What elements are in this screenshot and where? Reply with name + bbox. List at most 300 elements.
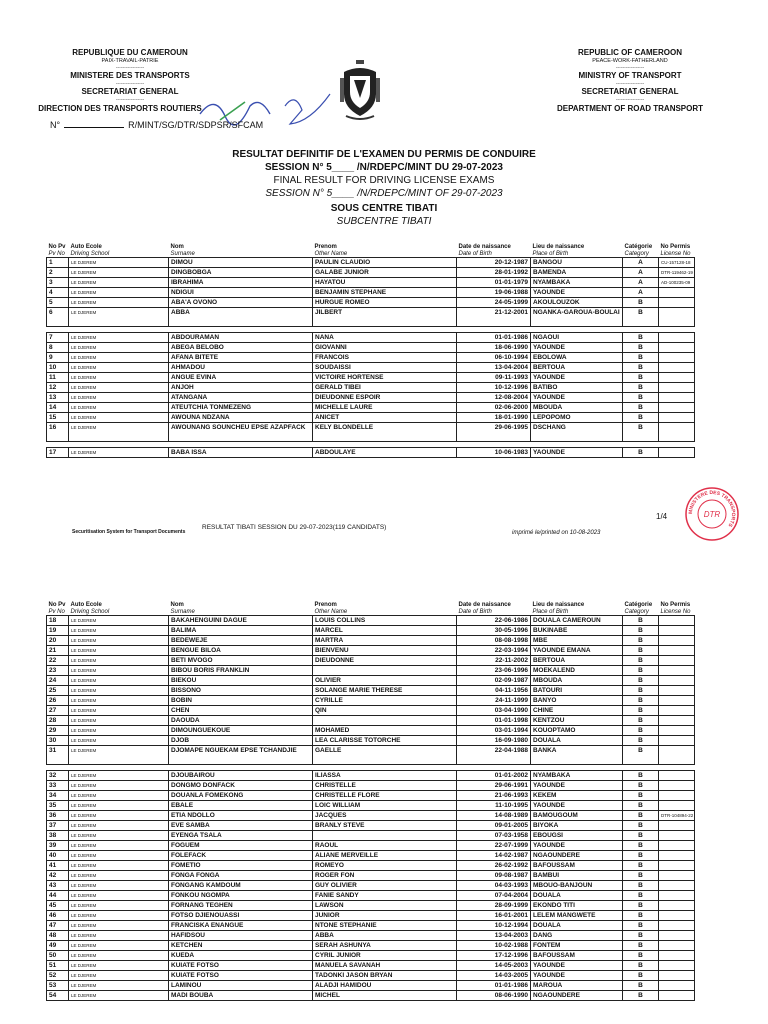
table-row <box>47 706 695 716</box>
column-header: Catégorie Category <box>624 602 653 615</box>
license-number <box>659 831 695 841</box>
category: B <box>623 821 659 831</box>
pv-number: 5 <box>47 298 69 308</box>
other-name: ALIANE MERVEILLE <box>313 851 457 861</box>
divider: ----------------- <box>615 64 645 71</box>
other-name: SOUDAISSI <box>313 363 457 373</box>
category: B <box>623 676 659 686</box>
pv-number: 38 <box>47 831 69 841</box>
column-header: Date de naissance Date of Birth <box>458 244 511 257</box>
category: B <box>623 921 659 931</box>
category: A <box>623 288 659 298</box>
surname: BISSONO <box>169 686 313 696</box>
category: B <box>623 636 659 646</box>
license-number <box>659 656 695 666</box>
license-number <box>659 851 695 861</box>
category: B <box>623 811 659 821</box>
other-name: GAELLE <box>313 746 457 765</box>
pv-number: 9 <box>47 353 69 363</box>
table-row <box>47 646 695 656</box>
date-of-birth: 14-08-1989 <box>457 811 531 821</box>
other-name: GALABE JUNIOR <box>313 268 457 278</box>
license-number <box>659 981 695 991</box>
date-of-birth: 22-07-1999 <box>457 841 531 851</box>
other-name: VICTOIRE HORTENSE <box>313 373 457 383</box>
other-name: ROGER FON <box>313 871 457 881</box>
driving-school: LE DJEREM <box>69 801 169 811</box>
surname: FONGANG KAMDOUM <box>169 881 313 891</box>
column-header: Nom Surname <box>170 244 195 257</box>
pv-number: 39 <box>47 841 69 851</box>
pv-number: 34 <box>47 791 69 801</box>
date-of-birth: 22-04-1988 <box>457 746 531 765</box>
driving-school: LE DJEREM <box>69 393 169 403</box>
other-name: JACQUES <box>313 811 457 821</box>
other-name: NTONE STEPHANIE <box>313 921 457 931</box>
driving-school: LE DJEREM <box>69 861 169 871</box>
license-number <box>659 941 695 951</box>
table-row <box>47 258 695 268</box>
surname: BENGUE BILOA <box>169 646 313 656</box>
table-row <box>47 746 695 765</box>
stamp-ring-text: MINISTERE DES TRANSPORTS <box>687 489 737 528</box>
other-name: OLIVIER <box>313 676 457 686</box>
place-of-birth: KEKEM <box>531 791 623 801</box>
category: B <box>623 771 659 781</box>
pv-number: 26 <box>47 696 69 706</box>
license-number <box>659 646 695 656</box>
place-of-birth: MOEKALEND <box>531 666 623 676</box>
place-of-birth: BERTOUA <box>531 656 623 666</box>
date-of-birth: 03-04-1990 <box>457 706 531 716</box>
category: B <box>623 851 659 861</box>
surname: DIMOU <box>169 258 313 268</box>
date-of-birth: 10-12-1996 <box>457 383 531 393</box>
driving-school: LE DJEREM <box>69 656 169 666</box>
date-of-birth: 22-06-1986 <box>457 616 531 626</box>
table-row <box>47 278 695 288</box>
driving-school: LE DJEREM <box>69 811 169 821</box>
stamp-center-text: DTR <box>703 510 721 519</box>
category: B <box>623 298 659 308</box>
pv-number: 37 <box>47 821 69 831</box>
license-number <box>659 716 695 726</box>
other-name: MICHELLE LAURE <box>313 403 457 413</box>
pv-number: 2 <box>47 268 69 278</box>
date-of-birth: 13-04-2004 <box>457 363 531 373</box>
other-name: ALADJI HAMIDOU <box>313 981 457 991</box>
driving-school: LE DJEREM <box>69 726 169 736</box>
table-row <box>47 393 695 403</box>
table-row <box>47 343 695 353</box>
license-number <box>659 791 695 801</box>
pv-number: 30 <box>47 736 69 746</box>
place-of-birth: BATIBO <box>531 383 623 393</box>
other-name: JUNIOR <box>313 911 457 921</box>
license-number <box>659 333 695 343</box>
license-number <box>659 616 695 626</box>
table-row <box>47 353 695 363</box>
category: B <box>623 666 659 676</box>
place-of-birth: YAOUNDE <box>531 801 623 811</box>
license-number <box>659 841 695 851</box>
pv-number: 14 <box>47 403 69 413</box>
pv-number: 6 <box>47 308 69 327</box>
column-header: Auto Ecole Driving School <box>70 602 110 615</box>
place-of-birth: NGAOUNDERE <box>531 991 623 1001</box>
surname: ETIA NDOLLO <box>169 811 313 821</box>
pv-number: 1 <box>47 258 69 268</box>
pv-number: 7 <box>47 333 69 343</box>
table-row <box>47 373 695 383</box>
category: B <box>623 961 659 971</box>
surname: KUIATE FOTSO <box>169 971 313 981</box>
other-name: BRANLY STEVE <box>313 821 457 831</box>
category: A <box>623 268 659 278</box>
other-name: GERALD TIBEI <box>313 383 457 393</box>
pv-number: 4 <box>47 288 69 298</box>
date-of-birth: 26-02-1992 <box>457 861 531 871</box>
table-row <box>47 686 695 696</box>
other-name: PAULIN CLAUDIO <box>313 258 457 268</box>
table-row <box>47 288 695 298</box>
surname: BAKAHENGUINI DAGUE <box>169 616 313 626</box>
pv-number: 21 <box>47 646 69 656</box>
license-number: DTR-119462-19 <box>659 268 695 278</box>
date-of-birth: 01-01-1998 <box>457 716 531 726</box>
license-number: CU-157128-18 <box>659 258 695 268</box>
centre-en: SUBCENTRE TIBATI <box>336 216 432 227</box>
other-name: FRANCOIS <box>313 353 457 363</box>
other-name: RAOUL <box>313 841 457 851</box>
date-of-birth: 13-04-2003 <box>457 931 531 941</box>
date-of-birth: 29-06-1995 <box>457 423 531 442</box>
surname: BALIMA <box>169 626 313 636</box>
license-number <box>659 423 695 442</box>
driving-school: LE DJEREM <box>69 423 169 442</box>
place-of-birth: YAOUNDE <box>531 961 623 971</box>
surname: FORNANG TEGHEN <box>169 901 313 911</box>
license-number <box>659 373 695 383</box>
category: B <box>623 901 659 911</box>
date-of-birth: 20-12-1987 <box>457 258 531 268</box>
other-name: BIENVENU <box>313 646 457 656</box>
license-number <box>659 771 695 781</box>
column-header: No Permis License No <box>660 244 691 257</box>
category: B <box>623 706 659 716</box>
driving-school: LE DJEREM <box>69 981 169 991</box>
place-of-birth: BUKINABE <box>531 626 623 636</box>
category: B <box>623 413 659 423</box>
surname: AFANA BITETE <box>169 353 313 363</box>
surname: EYENGA TSALA <box>169 831 313 841</box>
surname: HAFIDSOU <box>169 931 313 941</box>
pv-number: 53 <box>47 981 69 991</box>
surname: BABA ISSA <box>169 448 313 458</box>
pv-number: 10 <box>47 363 69 373</box>
centre-fr: SOUS CENTRE TIBATI <box>330 203 438 214</box>
driving-school: LE DJEREM <box>69 298 169 308</box>
date-of-birth: 28-01-1992 <box>457 268 531 278</box>
category: B <box>623 941 659 951</box>
pv-number: 17 <box>47 448 69 458</box>
license-number <box>659 911 695 921</box>
category: B <box>623 308 659 327</box>
place-of-birth: MBOUO-BANJOUN <box>531 881 623 891</box>
place-of-birth: BANKA <box>531 746 623 765</box>
other-name: HAYATOU <box>313 278 457 288</box>
date-of-birth: 09-01-2005 <box>457 821 531 831</box>
column-header: No Permis License No <box>660 602 691 615</box>
other-name: FANIE SANDY <box>313 891 457 901</box>
table-row <box>47 941 695 951</box>
column-header: Date de naissance Date of Birth <box>458 602 511 615</box>
driving-school: LE DJEREM <box>69 666 169 676</box>
license-number <box>659 706 695 716</box>
table-row <box>47 666 695 676</box>
other-name: LOIC WILLIAM <box>313 801 457 811</box>
pv-number: 29 <box>47 726 69 736</box>
document-titles <box>0 148 768 228</box>
date-of-birth: 01-01-1986 <box>457 981 531 991</box>
surname: ABDOURAMAN <box>169 333 313 343</box>
table-row <box>47 413 695 423</box>
category: B <box>623 716 659 726</box>
table-row <box>47 268 695 278</box>
pv-number: 52 <box>47 971 69 981</box>
license-number <box>659 991 695 1001</box>
pv-number: 12 <box>47 383 69 393</box>
table-header-row <box>47 602 695 616</box>
driving-school: LE DJEREM <box>69 746 169 765</box>
other-name: TADONKI JASON BRYAN <box>313 971 457 981</box>
pv-number: 40 <box>47 851 69 861</box>
table-row <box>47 971 695 981</box>
secretariat-en: SECRETARIAT GENERAL <box>581 87 679 97</box>
divider: ----------------- <box>115 64 145 71</box>
other-name: MICHEL <box>313 991 457 1001</box>
other-name: CHRISTELLE <box>313 781 457 791</box>
reference-number: N° R/MINT/SG/DTR/SDPSR/SFCAM <box>50 120 264 130</box>
date-of-birth: 18-01-1990 <box>457 413 531 423</box>
date-of-birth: 24-05-1999 <box>457 298 531 308</box>
other-name: SOLANGE MARIE THERESE <box>313 686 457 696</box>
license-number <box>659 971 695 981</box>
license-number <box>659 871 695 881</box>
other-name: JILBERT <box>313 308 457 327</box>
driving-school: LE DJEREM <box>69 706 169 716</box>
pv-number: 27 <box>47 706 69 716</box>
surname: FONGA FONGA <box>169 871 313 881</box>
category: B <box>623 971 659 981</box>
license-number <box>659 288 695 298</box>
date-of-birth: 06-10-1994 <box>457 353 531 363</box>
driving-school: LE DJEREM <box>69 871 169 881</box>
pv-number: 51 <box>47 961 69 971</box>
surname: DONGMO DONFACK <box>169 781 313 791</box>
date-of-birth: 03-01-1994 <box>457 726 531 736</box>
license-number <box>659 961 695 971</box>
place-of-birth: NYAMBAKA <box>531 771 623 781</box>
surname: ATEUTCHIA TONMEZENG <box>169 403 313 413</box>
table-row <box>47 696 695 706</box>
date-of-birth: 10-06-1983 <box>457 448 531 458</box>
other-name: DIEUDONNE ESPOIR <box>313 393 457 403</box>
date-of-birth: 18-06-1990 <box>457 343 531 353</box>
direction-fr: DIRECTION DES TRANSPORTS ROUTIERS <box>38 103 202 113</box>
table-row <box>47 791 695 801</box>
license-number <box>659 891 695 901</box>
surname: DINGBOBGA <box>169 268 313 278</box>
other-name: ABBA <box>313 931 457 941</box>
place-of-birth: YAOUNDE <box>531 971 623 981</box>
other-name <box>313 831 457 841</box>
category: B <box>623 831 659 841</box>
table-row <box>47 811 695 821</box>
table-row <box>47 716 695 726</box>
table-row <box>47 423 695 442</box>
table-header-row <box>47 244 695 258</box>
surname: KETCHEN <box>169 941 313 951</box>
other-name: SERAH ASHUNYA <box>313 941 457 951</box>
place-of-birth: DANG <box>531 931 623 941</box>
surname: FONKOU NGOMPA <box>169 891 313 901</box>
license-number <box>659 393 695 403</box>
results-table-page-1 <box>46 244 695 458</box>
table-row <box>47 616 695 626</box>
place-of-birth: CHINE <box>531 706 623 716</box>
driving-school: LE DJEREM <box>69 278 169 288</box>
surname: KUEDA <box>169 951 313 961</box>
pv-number: 36 <box>47 811 69 821</box>
driving-school: LE DJEREM <box>69 791 169 801</box>
driving-school: LE DJEREM <box>69 781 169 791</box>
date-of-birth: 01-01-1979 <box>457 278 531 288</box>
motto-fr: PAIX-TRAVAIL-PATRIE <box>101 58 159 64</box>
table-row <box>47 636 695 646</box>
surname: ABBA <box>169 308 313 327</box>
driving-school: LE DJEREM <box>69 736 169 746</box>
other-name <box>313 666 457 676</box>
driving-school: LE DJEREM <box>69 308 169 327</box>
place-of-birth: YAOUNDE <box>531 373 623 383</box>
column-header: Prenom Other Name <box>314 602 348 615</box>
place-of-birth: DSCHANG <box>531 423 623 442</box>
place-of-birth: EBOUGSI <box>531 831 623 841</box>
ministry-fr: MINISTERE DES TRANSPORTS <box>70 71 190 81</box>
table-row <box>47 951 695 961</box>
table-row <box>47 383 695 393</box>
driving-school: LE DJEREM <box>69 383 169 393</box>
other-name: LEA CLARISSE TOTORCHE <box>313 736 457 746</box>
pv-number: 15 <box>47 413 69 423</box>
table-row <box>47 726 695 736</box>
other-name: ROMEYO <box>313 861 457 871</box>
driving-school: LE DJEREM <box>69 961 169 971</box>
driving-school: LE DJEREM <box>69 636 169 646</box>
license-number <box>659 901 695 911</box>
surname: BIBOU BORIS FRANKLIN <box>169 666 313 676</box>
other-name: ANICET <box>313 413 457 423</box>
driving-school: LE DJEREM <box>69 646 169 656</box>
surname: FRANCISKA ENANGUE <box>169 921 313 931</box>
place-of-birth: BAMENDA <box>531 268 623 278</box>
license-number <box>659 861 695 871</box>
table-row <box>47 656 695 666</box>
place-of-birth: YAOUNDE <box>531 393 623 403</box>
page-2 <box>0 594 768 1024</box>
category: B <box>623 696 659 706</box>
table-row <box>47 921 695 931</box>
other-name: DIEUDONNE <box>313 656 457 666</box>
license-number <box>659 686 695 696</box>
category: B <box>623 363 659 373</box>
other-name: QIN <box>313 706 457 716</box>
driving-school: LE DJEREM <box>69 686 169 696</box>
category: B <box>623 736 659 746</box>
table-row <box>47 308 695 327</box>
other-name: ILIASSA <box>313 771 457 781</box>
pv-number: 3 <box>47 278 69 288</box>
date-of-birth: 09-11-1993 <box>457 373 531 383</box>
license-number <box>659 626 695 636</box>
republic-fr: REPUBLIQUE DU CAMEROUN <box>72 48 188 57</box>
driving-school: LE DJEREM <box>69 288 169 298</box>
date-of-birth: 16-09-1980 <box>457 736 531 746</box>
pv-number: 49 <box>47 941 69 951</box>
driving-school: LE DJEREM <box>69 616 169 626</box>
surname: MADI BOUBA <box>169 991 313 1001</box>
license-number <box>659 308 695 327</box>
surname: NDIGUI <box>169 288 313 298</box>
other-name: LAWSON <box>313 901 457 911</box>
other-name: HURGUE ROMEO <box>313 298 457 308</box>
date-of-birth: 17-12-1996 <box>457 951 531 961</box>
table-row <box>47 448 695 458</box>
place-of-birth: BANGOU <box>531 258 623 268</box>
surname: ANJOH <box>169 383 313 393</box>
pv-number: 48 <box>47 931 69 941</box>
table-row <box>47 831 695 841</box>
table-row <box>47 911 695 921</box>
pv-number: 25 <box>47 686 69 696</box>
other-name: CYRIL JUNIOR <box>313 951 457 961</box>
place-of-birth: DOUALA <box>531 891 623 901</box>
results-table-page-2 <box>46 602 695 1001</box>
surname: EBALE <box>169 801 313 811</box>
other-name <box>313 716 457 726</box>
table-row <box>47 821 695 831</box>
category: B <box>623 333 659 343</box>
other-name: GUY OLIVIER <box>313 881 457 891</box>
column-header: Nom Surname <box>170 602 195 615</box>
place-of-birth: NGAOUI <box>531 333 623 343</box>
surname: KUIATE FOTSO <box>169 961 313 971</box>
license-number: DTR-104894-22 <box>659 811 695 821</box>
table-row <box>47 333 695 343</box>
license-number <box>659 781 695 791</box>
place-of-birth: BAFOUSSAM <box>531 951 623 961</box>
table-row <box>47 861 695 871</box>
pv-number: 20 <box>47 636 69 646</box>
category: B <box>623 991 659 1001</box>
place-of-birth: BIYOKA <box>531 821 623 831</box>
other-name: GIOVANNI <box>313 343 457 353</box>
license-number <box>659 343 695 353</box>
category: B <box>623 448 659 458</box>
pv-number: 28 <box>47 716 69 726</box>
surname: ABA'A OVONO <box>169 298 313 308</box>
